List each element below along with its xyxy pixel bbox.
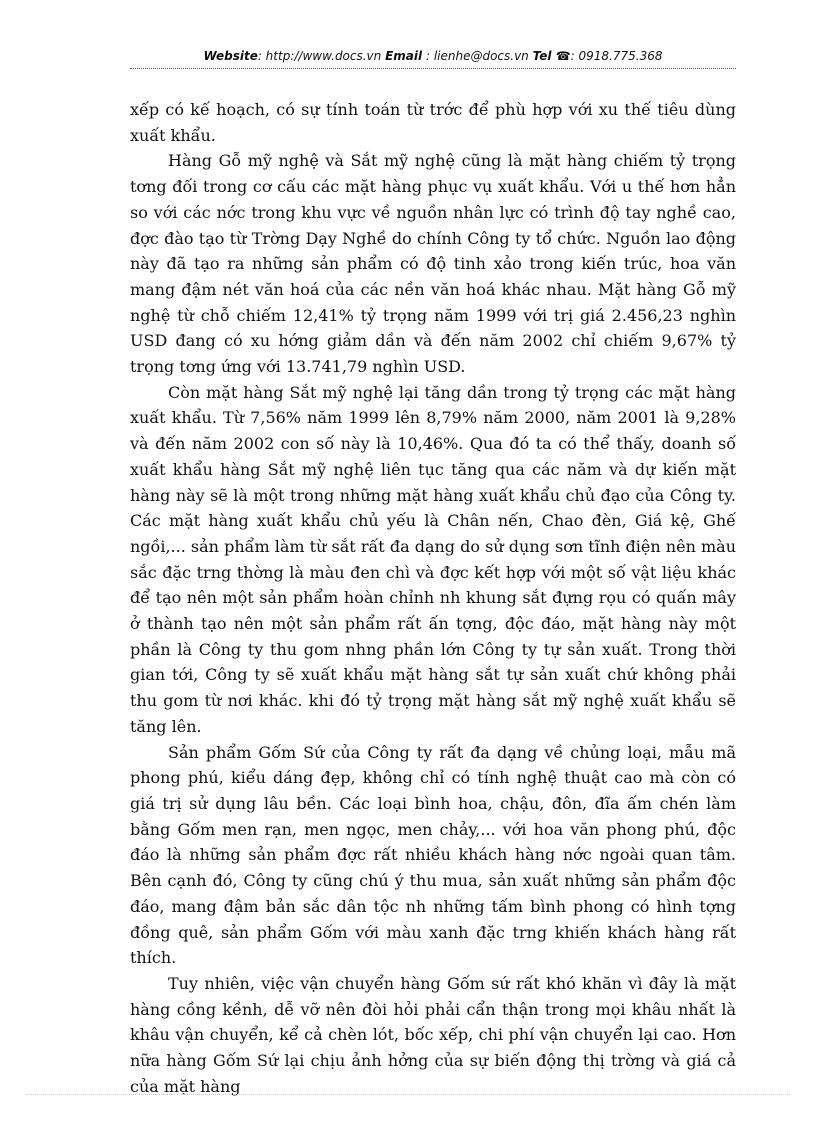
tel-label: Tel ☎ bbox=[532, 49, 571, 63]
email-label: Email bbox=[385, 49, 423, 63]
paragraph: Tuy nhiên, việc vận chuyển hàng Gốm sứ rất khó khăn vì đây là mặt hàng cồng kềnh, dễ vỡ nên đòi hỏi phải cẩn thận trong mọi khâu nhất là khâu vận chuyển, kể cả chèn lót, bốc xếp, chi phí vận chuyển lại cao. Hơn nữa hàng Gốm Sứ lại chịu ảnh hởng của sự biến động thị trờng và giá cả của mặt hàng bbox=[130, 973, 736, 1096]
website-url[interactable]: : http://www.docs.vn bbox=[257, 49, 382, 63]
footer-divider bbox=[26, 1094, 790, 1095]
paragraph: Hàng Gỗ mỹ nghệ và Sắt mỹ nghệ cũng là mặt hàng chiếm tỷ trọng tơng đối trong cơ cấu các mặt hàng phục vụ xuất khẩu. Với u thế hơn hẳn so với các nớc trong khu vực về nguồn nhân lực có trình độ tay nghề cao, đợc đào tạo từ Trờng Dạy Nghề do chính Công ty tổ chức. Nguồn lao động này đã tạo ra những sản phẩm có độ tinh xảo trong kiến trúc, hoa văn mang đậm nét văn hoá của các nền văn hoá khác nhau. Mặt hàng Gỗ mỹ nghệ từ chỗ chiếm 12,41% tỷ trọng năm 1999 với trị giá 2.456,23 nghìn USD đang có xu hớng giảm dần và đến năm 2002 chỉ chiếm 9,67% tỷ trọng tơng ứng với 13.741,79 nghìn USD. bbox=[130, 151, 736, 377]
tel-value: : 0918.775.368 bbox=[570, 49, 663, 63]
paragraph: Sản phẩm Gốm Sứ của Công ty rất đa dạng về chủng loại, mẫu mã phong phú, kiểu dáng đẹp, không chỉ có tính nghệ thuật cao mà còn có giá trị sử dụng lâu bền. Các loại bình hoa, chậu, đôn, đĩa ấm chén làm bằng Gốm men rạn, men ngọc, men chảy,... với hoa văn phong phú, độc đáo là những sản phẩm đợc rất nhiều khách hàng nớc ngoài quan tâm. Bên cạnh đó, Công ty cũng chú ý thu mua, sản xuất những sản phẩm độc đáo, mang đậm bản sắc dân tộc nh những tấm bình phong có hình tợng đồng quê, sản phẩm Gốm với màu xanh đặc trng khiến khách hàng rất thích. bbox=[130, 742, 736, 968]
paragraph: Còn mặt hàng Sắt mỹ nghệ lại tăng dần trong tỷ trọng các mặt hàng xuất khẩu. Từ 7,56% năm 1999 lên 8,79% năm 2000, năm 2001 là 9,28% và đến năm 2002 con số này là 10,46%. Qua đó ta có thể thấy, doanh số xuất khẩu hàng Sắt mỹ nghệ liên tục tăng qua các năm và dự kiến mặt hàng này sẽ là một trong những mặt hàng xuất khẩu chủ đạo của Công ty. Các mặt hàng xuất khẩu chủ yếu là Chân nến, Chao đèn, Giá kệ, Ghế ngồi,... sản phẩm làm từ sắt rất đa dạng do sử dụng sơn tĩnh điện nên màu sắc đặc trng thờng là màu đen chì và đợc kết hợp với một số vật liệu khác để tạo nên một sản phẩm hoàn chỉnh nh khung sắt đựng rọu có quấn mây ở thành tạo nên một sản phẩm rất ấn tợng, độc đáo, mặt hàng này một phần là Công ty thu gom nhng phần lớn Công ty tự sản xuất. Trong thời gian tới, Công ty sẽ xuất khẩu mặt hàng sắt tự sản xuất chứ không phải thu gom từ nơi khác. khi đó tỷ trọng mặt hàng sắt mỹ nghệ xuất khẩu sẽ tăng lên. bbox=[130, 382, 736, 736]
email-value[interactable]: : lienhe@docs.vn bbox=[422, 49, 529, 63]
page-header bbox=[130, 48, 736, 69]
document-body bbox=[130, 97, 736, 1099]
website-label: Website bbox=[203, 49, 258, 63]
paragraph: xếp có kế hoạch, có sự tính toán từ trớc để phù hợp với xu thế tiêu dùng xuất khẩu. bbox=[130, 100, 736, 145]
